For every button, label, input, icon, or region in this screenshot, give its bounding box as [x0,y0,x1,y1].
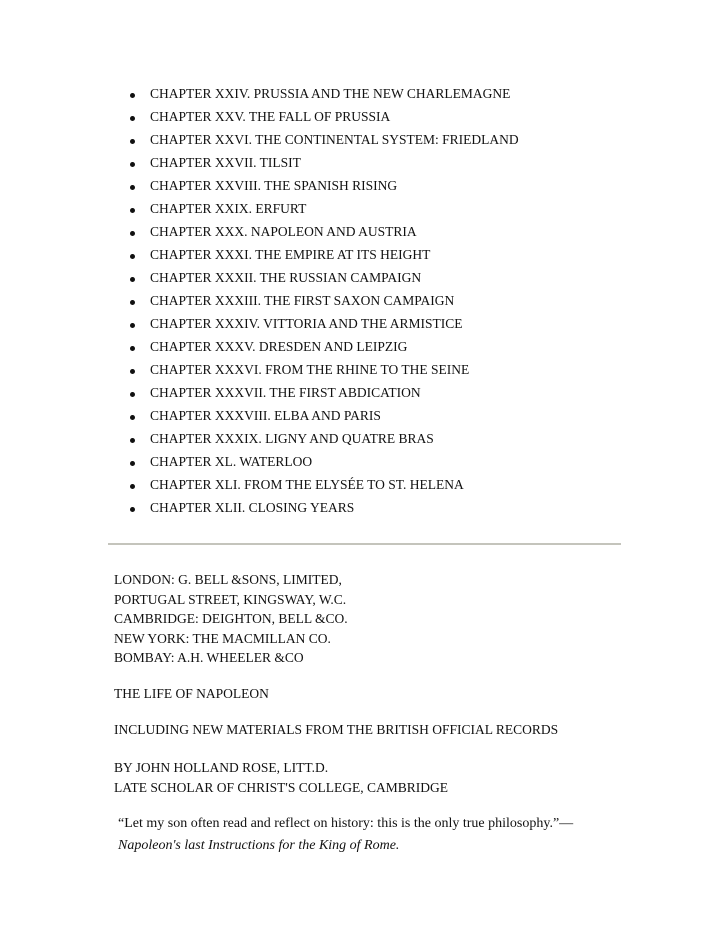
publisher-imprint [114,570,348,668]
chapter-link[interactable]: CHAPTER XXXVIII. ELBA AND PARIS [130,406,519,429]
epigraph [118,813,573,857]
imprint-line: LONDON: G. BELL &SONS, LIMITED, [114,572,342,587]
epigraph-attribution: Napoleon's last Instructions for the King of Rome. [118,838,400,853]
chapter-link[interactable]: CHAPTER XLII. CLOSING YEARS [130,498,519,521]
imprint-line: CAMBRIDGE: DEIGHTON, BELL &CO. [114,611,348,626]
chapter-link[interactable]: CHAPTER XXXVII. THE FIRST ABDICATION [130,383,519,406]
chapter-link[interactable]: CHAPTER XXXV. DRESDEN AND LEIPZIG [130,337,519,360]
chapter-link[interactable]: CHAPTER XXXVI. FROM THE RHINE TO THE SEINE [130,360,519,383]
chapter-link[interactable]: CHAPTER XXXII. THE RUSSIAN CAMPAIGN [130,268,519,291]
book-subtitle: INCLUDING NEW MATERIALS FROM THE BRITISH OFFICIAL RECORDS [114,722,559,737]
chapter-link[interactable]: CHAPTER XXXI. THE EMPIRE AT ITS HEIGHT [130,245,519,268]
chapter-link[interactable]: CHAPTER XXXIX. LIGNY AND QUATRE BRAS [130,429,519,452]
book-title: THE LIFE OF NAPOLEON [114,686,269,701]
chapter-list [130,84,519,521]
chapter-link[interactable]: CHAPTER XL. WATERLOO [130,452,519,475]
chapter-link[interactable]: CHAPTER XXXIV. VITTORIA AND THE ARMISTICE [130,314,519,337]
imprint-line: PORTUGAL STREET, KINGSWAY, W.C. [114,591,347,607]
imprint-line: NEW YORK: THE MACMILLAN CO. [114,630,331,646]
imprint-line: BOMBAY: A.H. WHEELER &CO [114,650,304,665]
chapter-link[interactable]: CHAPTER XLI. FROM THE ELYSÉE TO ST. HELENA [130,475,519,498]
epigraph-text: “Let my son often read and reflect on history: this is the only true philosophy.”— [118,816,574,831]
chapter-link[interactable]: CHAPTER XXIX. ERFURT [130,199,519,222]
author-note: LATE SCHOLAR OF CHRIST'S COLLEGE, CAMBRIDGE [114,779,448,795]
chapter-link[interactable]: CHAPTER XXVIII. THE SPANISH RISING [130,176,519,199]
horizontal-rule [108,543,621,545]
chapter-link[interactable]: CHAPTER XXVI. THE CONTINENTAL SYSTEM: FRIEDLAND [130,130,519,153]
chapter-link[interactable]: CHAPTER XXX. NAPOLEON AND AUSTRIA [130,222,519,245]
chapter-link[interactable]: CHAPTER XXIV. PRUSSIA AND THE NEW CHARLEMAGNE [130,84,519,107]
chapter-link[interactable]: CHAPTER XXVII. TILSIT [130,153,519,176]
chapter-link[interactable]: CHAPTER XXXIII. THE FIRST SAXON CAMPAIGN [130,291,519,314]
chapter-link[interactable]: CHAPTER XXV. THE FALL OF PRUSSIA [130,107,519,130]
author-line: BY JOHN HOLLAND ROSE, LITT.D. [114,760,329,775]
